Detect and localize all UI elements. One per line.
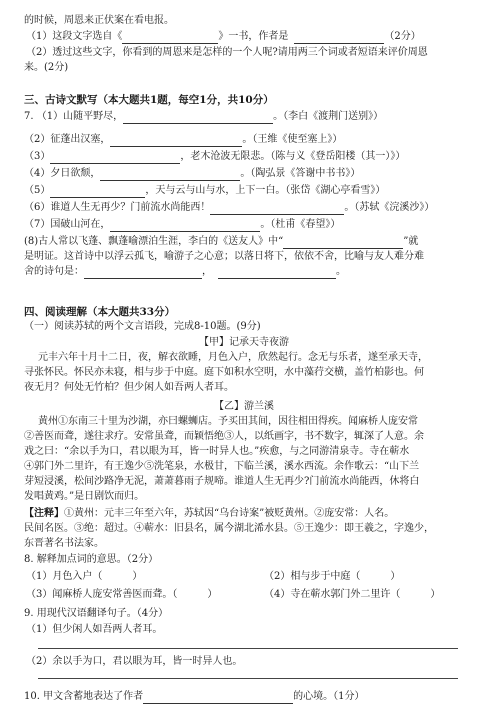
annotation-label: 【注释】 bbox=[24, 508, 64, 519]
question-1-line: （1）这段文字选自《 》一书，作者是 （2分） bbox=[26, 31, 421, 42]
answer-blank[interactable] bbox=[110, 135, 242, 147]
question-10: 10. 甲文含蓄地表达了作者 的心境。（1分） bbox=[24, 691, 365, 702]
answer-blank[interactable] bbox=[100, 169, 240, 181]
section-header-poetry: 三、古诗文默写（本大题共1题，每空1分，共10分） bbox=[24, 94, 274, 106]
poem-item-7: （7）国破山河在， 。（杜甫《春望》） bbox=[24, 219, 341, 230]
poem-item-5: （5） ，天与云与山与水，上下一白。（张岱《湖心亭看雪》） bbox=[24, 185, 386, 196]
answer-blank[interactable] bbox=[110, 220, 260, 232]
poem-item-4: （4）夕日欲颓， 。（陶弘景《答谢中书书》） bbox=[24, 168, 361, 179]
poem-item-8-line3: 舍的诗句是： ， 。 bbox=[24, 266, 346, 277]
passage-b-line: 芽短浸溪，松间沙路净无泥，萧萧暮雨子规啼。谁道人生无再少?门前流水尚能西，休将白 bbox=[24, 476, 420, 487]
question-2-line2: 来。(2分) bbox=[24, 62, 69, 73]
passage-a-line: 夜无月？何处无竹柏？但少闲人如吾两人者耳。 bbox=[24, 382, 234, 393]
poem-item-2: （2）征蓬出汉塞， 。（王维《使至塞上》） bbox=[24, 134, 343, 145]
passage-a-title: 【甲】记承天寺夜游 bbox=[199, 337, 289, 348]
answer-blank[interactable] bbox=[84, 267, 202, 279]
answer-blank[interactable] bbox=[294, 32, 384, 44]
passage-b-line: 黄州①东南三十里为沙湖，亦曰螺蛳店。予买田其间，因往相田得疾。闻麻桥人庞安常 bbox=[38, 416, 418, 427]
answer-blank[interactable] bbox=[50, 152, 180, 164]
question-8-item: （1）月色入户（ ） bbox=[26, 571, 143, 582]
question-2-line: （2）透过这些文字，你看到的周恩来是怎样的一个人呢?请用两三个词或者短语来评价周恩 bbox=[26, 47, 428, 58]
question-8-item: （4）寺在蕲水郭门外二里许（ ） bbox=[264, 589, 441, 600]
answer-blank[interactable] bbox=[122, 32, 218, 44]
answer-blank[interactable] bbox=[283, 237, 403, 249]
passage-b-line: ②善医而聋，遂往求疗。安常虽聋，而颖悟绝③人，以纸画字，书不数字，辄深了人意。余 bbox=[24, 431, 424, 442]
answer-blank[interactable] bbox=[123, 112, 273, 124]
passage-b-line: ④郭门外二里许，有王逸少⑤洗笔泉，水极甘，下临兰溪，溪水西流。余作歌云：“山下兰 bbox=[24, 461, 420, 472]
question-9-item: （2）余以手为口，君以眼为耳，皆一时异人也。 bbox=[26, 656, 243, 667]
question-9: 9. 用现代汉语翻译句子。（4分） bbox=[24, 608, 169, 619]
poem-item-8-line2: 是明证。这首诗中以浮云孤飞，喻游子之心意；以落日将下，依依不舍，比喻与友人难分难 bbox=[24, 251, 424, 262]
answer-blank[interactable] bbox=[210, 203, 344, 215]
reading-subheader: （一）阅读苏轼的两个文言语段，完成8-10题。(9分) bbox=[24, 321, 261, 332]
answer-line[interactable] bbox=[38, 678, 458, 679]
question-8-item: （2）相与步于中庭（ ） bbox=[264, 571, 401, 582]
passage-b-title: 【乙】游兰溪 bbox=[214, 401, 274, 412]
passage-a-line: 元丰六年十月十二日，夜，解衣欲睡，月色入户，欣然起行。念无与乐者，遂至承天寺， bbox=[38, 352, 428, 363]
answer-blank[interactable] bbox=[218, 267, 336, 279]
question-8: 8. 解释加点词的意思。（2分） bbox=[24, 554, 159, 565]
section-header-reading: 四、阅读理解（本大题共33分） bbox=[24, 306, 176, 318]
poem-item-8: (8)古人常以飞蓬、飘蓬喻漂泊生涯，李白的《送友人》中“ ”就 bbox=[24, 236, 419, 247]
poem-item-1: 7. （1）山随平野尽， 。（李白《渡荆门送别》） bbox=[24, 111, 384, 122]
answer-line[interactable] bbox=[38, 648, 458, 649]
annotation-line: 【注释】①黄州：元丰三年至六年，苏轼因“乌台诗案”被贬黄州。②庞安常：人名。 bbox=[24, 508, 395, 519]
passage-a-line: 寻张怀民。怀民亦未寝，相与步于中庭。庭下如积水空明，水中藻荇交横，盖竹柏影也。何 bbox=[24, 367, 424, 378]
text-line: 的时候，周恩来正伏案在看电报。 bbox=[24, 15, 174, 26]
poem-item-6: （6）谁道人生无再少？门前流水尚能西！ 。（苏轼《浣溪沙》） bbox=[24, 202, 435, 213]
answer-blank[interactable] bbox=[50, 186, 145, 198]
question-8-item: （3）闻麻桥人庞安常善医而聋。（ ） bbox=[26, 589, 218, 600]
answer-blank[interactable] bbox=[143, 692, 293, 704]
question-9-item: （1）但少闲人如吾两人者耳。 bbox=[26, 624, 163, 635]
poem-item-3: （3） ，老木沧波无限悲。（陈与义《登岳阳楼（其一）》） bbox=[24, 151, 406, 162]
annotation-line: 民间名医。③绝：超过。④蕲水：旧县名，属今湖北浠水县。⑤王逸少：即王羲之，字逸少， bbox=[24, 523, 434, 534]
passage-b-line: 戏之曰：“余以手为口，君以眼为耳，皆一时异人也。”疾愈，与之同游清泉寺。寺在蕲水 bbox=[24, 446, 410, 457]
passage-b-line: 发唱黄鸡。”是日剧饮而归。 bbox=[24, 491, 145, 502]
annotation-line: 东晋著名书法家。 bbox=[24, 538, 104, 549]
